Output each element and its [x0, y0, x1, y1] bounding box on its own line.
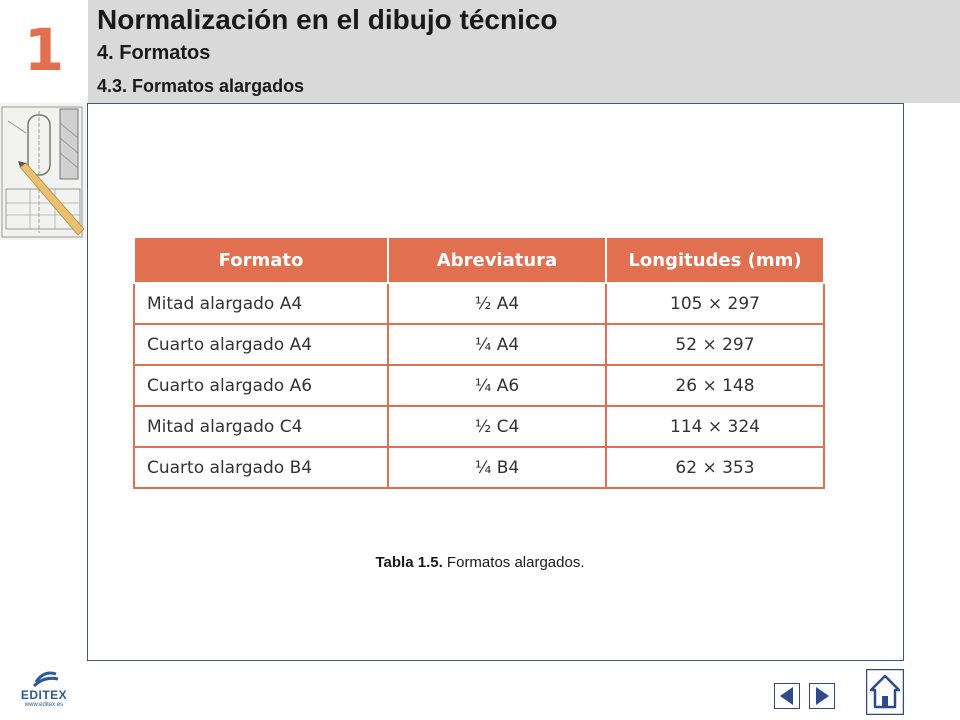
- dimensions-cell: 52 × 297: [606, 324, 824, 365]
- format-name-cell: Cuarto alargado B4: [134, 447, 388, 488]
- home-button[interactable]: [866, 669, 904, 715]
- editex-logo: [14, 668, 74, 712]
- format-name-cell: Mitad alargado C4: [134, 406, 388, 447]
- dimensions-cell: 26 × 148: [606, 365, 824, 406]
- format-name-cell: Cuarto alargado A4: [134, 324, 388, 365]
- previous-button[interactable]: [774, 683, 800, 709]
- abbreviation-cell: ¼ A4: [388, 324, 606, 365]
- technical-drawing-image: [0, 103, 86, 240]
- caption-label: Tabla 1.5.: [375, 554, 443, 571]
- table-caption: [0, 554, 960, 571]
- dimensions-cell: 105 × 297: [606, 283, 824, 324]
- format-name-cell: Cuarto alargado A6: [134, 365, 388, 406]
- abbreviation-cell: ¼ B4: [388, 447, 606, 488]
- editex-swoosh-icon: [14, 668, 74, 690]
- header-formato: Formato: [134, 237, 388, 283]
- chapter-number: 1: [23, 16, 65, 84]
- header-abreviatura: Abreviatura: [388, 237, 606, 283]
- abbreviation-cell: ½ C4: [388, 406, 606, 447]
- table-row: [134, 324, 824, 365]
- table-row: [134, 283, 824, 324]
- format-name-cell: Mitad alargado A4: [134, 283, 388, 324]
- caption-text: Formatos alargados.: [442, 554, 585, 571]
- subsection-title: 4.3. Formatos alargados: [97, 76, 305, 96]
- abbreviation-cell: ¼ A6: [388, 365, 606, 406]
- next-button[interactable]: [809, 683, 835, 709]
- table-row: [134, 447, 824, 488]
- logo-wordmark: EDITEX: [20, 688, 68, 702]
- table-row: [134, 365, 824, 406]
- abbreviation-cell: ½ A4: [388, 283, 606, 324]
- section-title: 4. Formatos: [97, 42, 211, 64]
- dimensions-cell: 62 × 353: [606, 447, 824, 488]
- table-header-row: [134, 237, 824, 283]
- page-title: Normalización en el dibujo técnico: [97, 4, 558, 35]
- header-longitudes: Longitudes (mm): [606, 237, 824, 283]
- logo-url: www.editex.es: [24, 702, 64, 708]
- formats-table: [133, 236, 825, 489]
- table-row: [134, 406, 824, 447]
- dimensions-cell: 114 × 324: [606, 406, 824, 447]
